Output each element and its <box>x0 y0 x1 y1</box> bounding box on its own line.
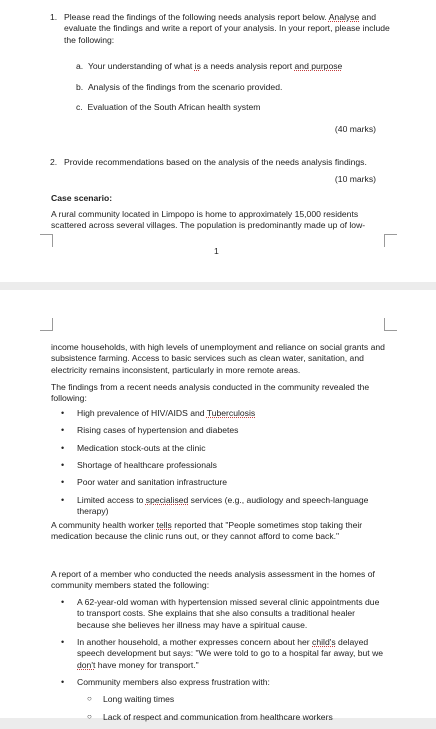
list-item: • Medication stock-outs at the clinic <box>61 442 206 453</box>
question-1-marks: (40 marks) <box>334 124 376 134</box>
question-1-text: Please read the findings of the following needs analysis report below. Analyse and evaluate the findings and write a report of your analysis. In your report, please include the following: <box>64 12 390 45</box>
bullet-icon: • <box>61 442 65 453</box>
sub-item-b: b. Analysis of the findings from the scenario provided. <box>76 82 283 92</box>
findings-intro: The findings from a recent needs analysis conducted in the community revealed the following: <box>51 382 370 404</box>
list-item: • Rising cases of hypertension and diabetes <box>61 425 239 436</box>
circle-bullet-icon: ○ <box>87 711 92 721</box>
intro-paragraph: income households, with high levels of unemployment and reliance on social grants and subsistence farming. Access to basic services such as clean water, sanitation, and electricity remains inconsistent, particularly in more remote areas. <box>51 342 385 375</box>
bullet-icon: • <box>61 460 65 471</box>
list-item: • High prevalence of HIV/AIDS and Tuberculosis <box>61 408 256 418</box>
spellcheck-word: Analyse <box>328 12 360 22</box>
spellcheck-word: Tuberculosis <box>206 408 256 418</box>
circle-bullet-icon: ○ <box>87 694 92 704</box>
findings-list <box>51 408 387 523</box>
margin-corner-bottom-right <box>384 234 397 247</box>
case-scenario-text: A rural community located in Limpopo is home to approximately 15,000 residents scattered across several villages. The population is predominantly made up of low- <box>51 209 366 231</box>
question-2 <box>50 157 390 168</box>
margin-corner-top-right <box>384 318 397 331</box>
margin-corner-bottom-left <box>40 234 53 247</box>
sub-item-a: a. Your understanding of what is a needs analysis report and purpose <box>76 61 343 71</box>
question-2-text: Provide recommendations based on the analysis of the needs analysis findings. <box>64 157 367 167</box>
document-page-1 <box>0 0 436 282</box>
list-item: • In another household, a mother expresses concern about her child's delayed speech development but says: "We were told to go to a hospital far away, but we don't have money for transport." <box>61 637 384 670</box>
spellcheck-word: tells <box>156 520 172 530</box>
bullet-icon: • <box>61 494 65 505</box>
bullet-icon: • <box>61 597 65 607</box>
question-1-number: 1. <box>50 12 58 22</box>
bullet-icon: • <box>61 477 65 488</box>
bullet-icon: • <box>61 637 65 648</box>
bullet-icon: • <box>61 425 65 436</box>
spellcheck-word: and purpose <box>294 61 343 71</box>
question-1 <box>50 12 390 46</box>
sub-item-c: c. Evaluation of the South African health system <box>76 102 261 112</box>
list-item: • Community members also express frustration with: ○ Long waiting times ○ Lack of respect and communication from healthcare workers <box>51 677 387 723</box>
list-item: • Limited access to specialised services (e.g., audiology and speech-language therapy) <box>61 494 369 517</box>
list-item: ○ Long waiting times <box>87 694 175 705</box>
spellcheck-word: is <box>194 61 201 71</box>
margin-corner-top-left <box>40 318 53 331</box>
list-item: • Poor water and sanitation infrastructure <box>61 477 227 488</box>
spellcheck-word: specialised <box>145 494 189 505</box>
member-points-list <box>51 597 387 729</box>
document-page-2 <box>0 290 436 722</box>
list-item: ○ Lack of respect and communication from healthcare workers <box>87 711 333 722</box>
spellcheck-word: don't <box>77 659 96 670</box>
frustrations-list <box>77 694 387 723</box>
page-number: 1 <box>214 246 219 256</box>
spellcheck-word: child's <box>312 637 336 648</box>
list-item: • Shortage of healthcare professionals <box>61 460 217 471</box>
question-2-number: 2. <box>50 157 58 167</box>
bullet-icon: • <box>61 408 65 418</box>
question-2-marks: (10 marks) <box>334 174 376 184</box>
member-report-intro: A report of a member who conducted the needs analysis assessment in the homes of community members stated the following: <box>51 569 375 591</box>
list-item: • A 62-year-old woman with hypertension missed several clinic appointments due to transport costs. She explains that she also consults a traditional healer because she believes her illness may have a spiritual cause. <box>61 597 380 630</box>
case-scenario-heading: Case scenario: <box>51 193 113 203</box>
health-worker-quote: A community health worker tells reported that "People sometimes stop taking their medication because the clinic runs out, or they cannot afford to come back." <box>51 520 363 542</box>
bullet-icon: • <box>61 677 65 688</box>
